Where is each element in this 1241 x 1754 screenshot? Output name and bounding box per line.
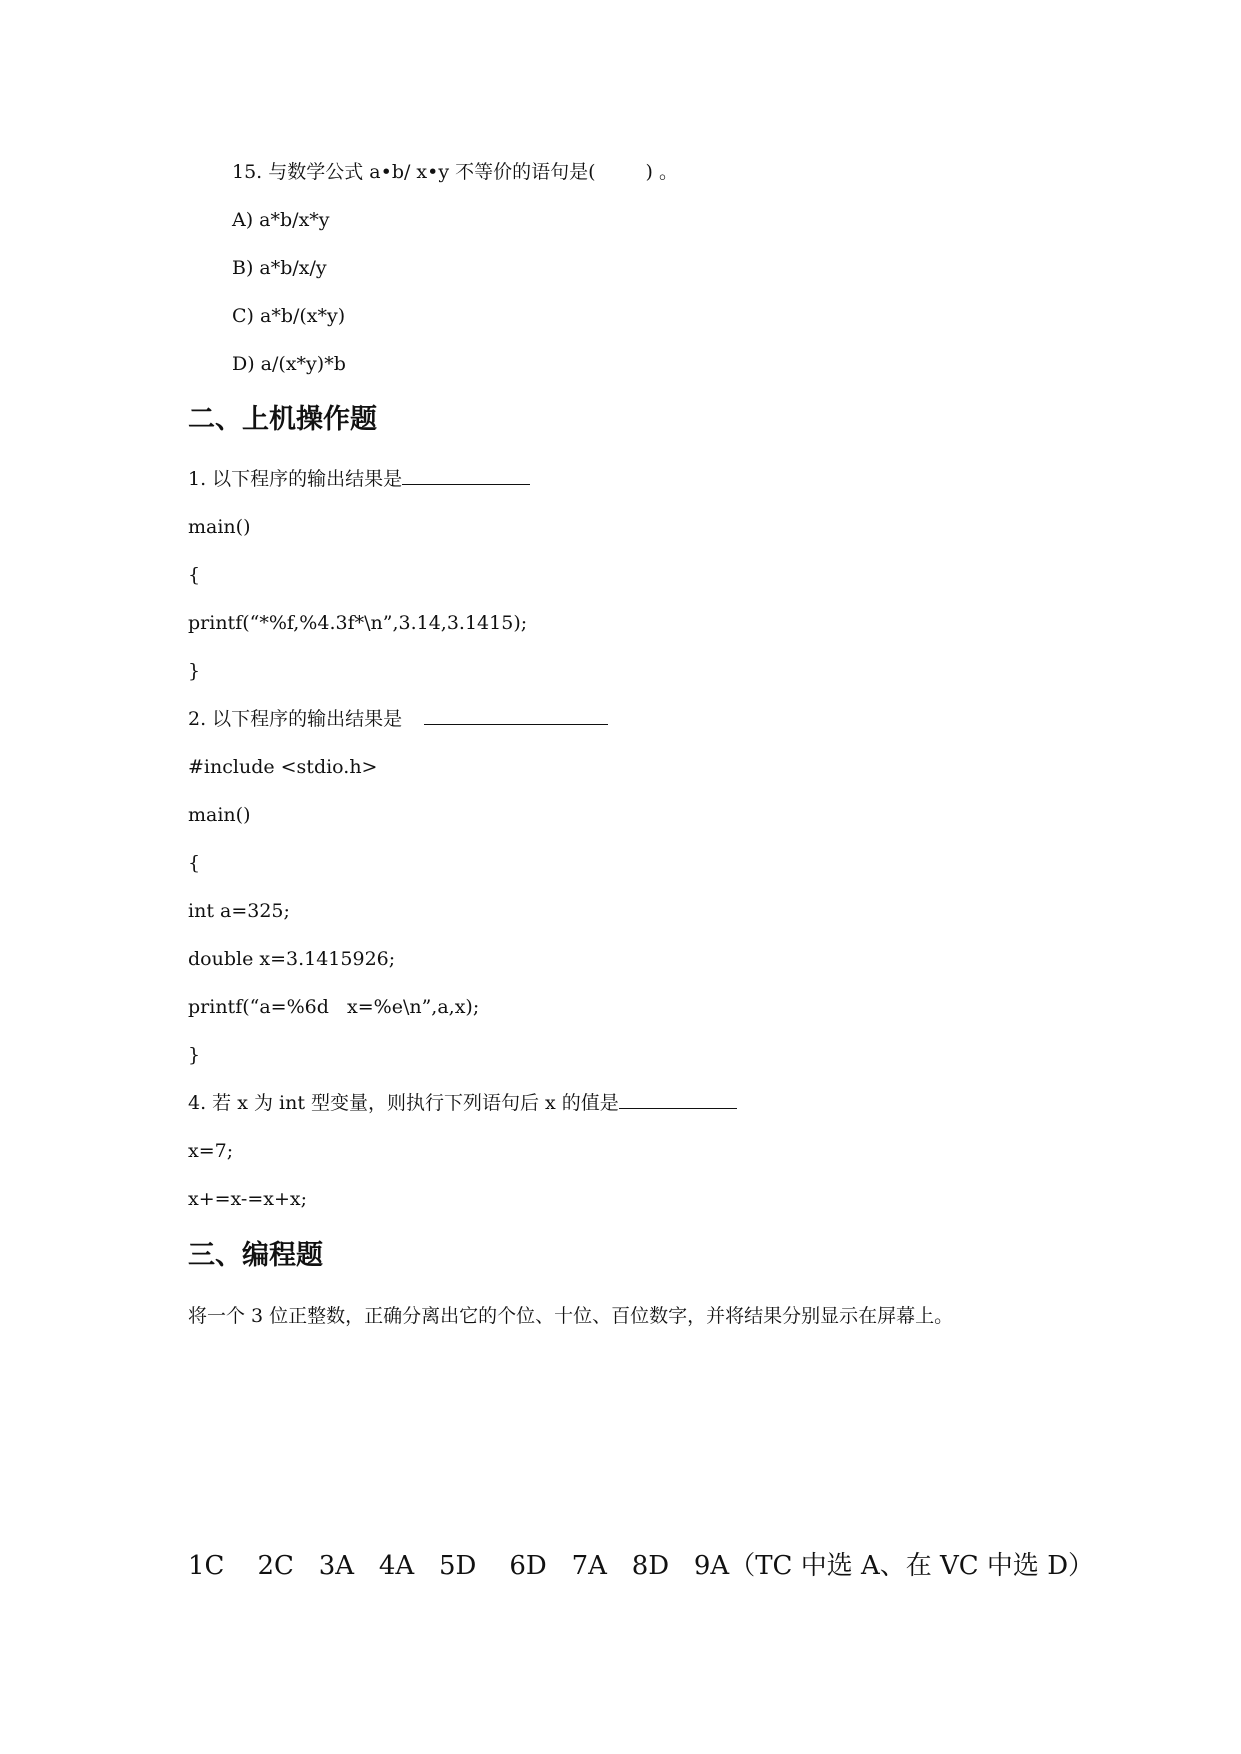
code-line: #include <stdio.h> <box>188 756 378 778</box>
question-15-stem <box>232 158 678 186</box>
answer-blank <box>424 706 608 725</box>
code-line: int a=325; <box>188 900 290 922</box>
option-a: A) a*b/x*y <box>232 209 330 231</box>
question-1-text: 1. 以下程序的输出结果是 <box>188 468 403 490</box>
option-c: C) a*b/(x*y) <box>232 305 346 327</box>
question-4-stem <box>188 1089 737 1117</box>
programming-task: 将一个 3 位正整数，正确分离出它的个位、十位、百位数字，并将结果分别显示在屏幕上。 <box>188 1305 954 1327</box>
answer-key: 1C 2C 3A 4A 5D 6D 7A 8D 9A（TC 中选 A、在 VC 中选 D） <box>188 1551 1095 1581</box>
code-line: } <box>188 660 201 682</box>
code-line: printf(“a=%6d x=%e\n”,a,x); <box>188 996 480 1018</box>
question-15-stem-text: 15. 与数学公式 a•b/ x•y 不等价的语句是( <box>232 161 596 183</box>
code-line: double x=3.1415926; <box>188 948 396 970</box>
question-2-text: 2. 以下程序的输出结果是 <box>188 708 403 730</box>
code-line: x+=x-=x+x; <box>188 1188 308 1210</box>
code-line: { <box>188 564 201 586</box>
option-b: B) a*b/x/y <box>232 257 327 279</box>
answer-blank <box>619 1090 737 1109</box>
code-line: } <box>188 1044 201 1066</box>
question-4-text: 4. 若 x 为 int 型变量，则执行下列语句后 x 的值是 <box>188 1092 619 1114</box>
section-3-heading: 三、编程题 <box>188 1240 323 1271</box>
code-line: x=7; <box>188 1140 234 1162</box>
option-d: D) a/(x*y)*b <box>232 353 346 375</box>
answer-blank <box>402 466 530 485</box>
section-2-heading: 二、上机操作题 <box>188 404 377 435</box>
question-1-stem <box>188 465 530 493</box>
code-line: { <box>188 852 201 874</box>
question-15-stem-end: ) 。 <box>645 161 678 183</box>
question-2-stem <box>188 705 608 733</box>
code-line: main() <box>188 804 251 826</box>
code-line: printf(“*%f,%4.3f*\n”,3.14,3.1415); <box>188 612 528 634</box>
code-line: main() <box>188 516 251 538</box>
